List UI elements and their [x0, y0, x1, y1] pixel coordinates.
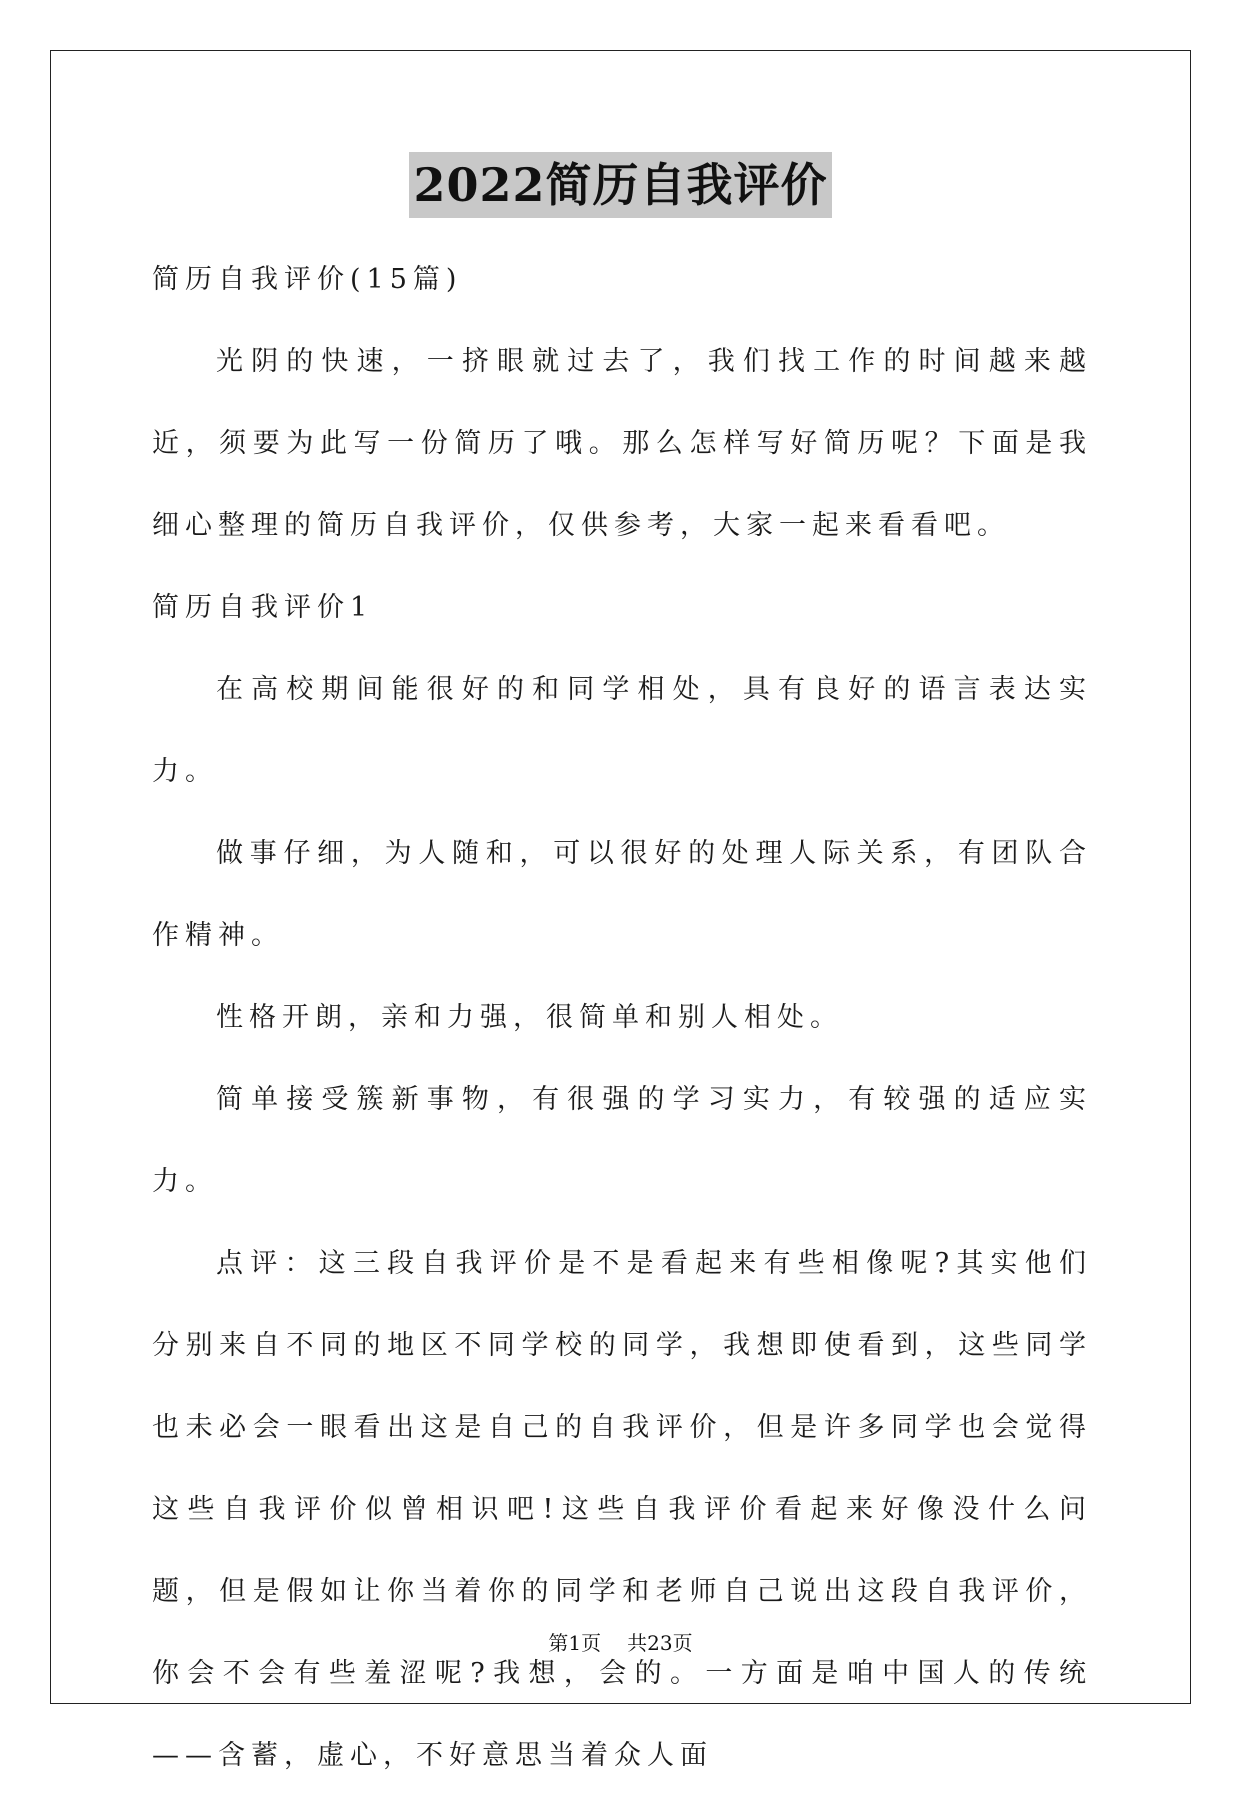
- section-heading: 简历自我评价1: [152, 592, 374, 623]
- paragraph: 在高校期间能很好的和同学相处，具有良好的语言表达实力。: [152, 674, 1092, 787]
- paragraph: 简历自我评价(15篇): [152, 264, 463, 295]
- document-title: 2022简历自我评价: [409, 152, 831, 218]
- page-footer: [0, 1628, 1241, 1658]
- paragraph: 简单接受簇新事物，有很强的学习实力，有较强的适应实力。: [152, 1084, 1092, 1197]
- paragraph: 光阴的快速，一挤眼就过去了，我们找工作的时间越来越近，须要为此写一份简历了哦。那么怎样写好简历呢？下面是我细心整理的简历自我评价，仅供参考，大家一起来看看吧。: [152, 346, 1092, 541]
- page-total: 共23页: [627, 1631, 693, 1655]
- title-container: [0, 152, 1241, 218]
- paragraph: 性格开朗，亲和力强，很简单和别人相处。: [216, 1002, 843, 1033]
- document-body: [152, 239, 1092, 1797]
- paragraph: 做事仔细，为人随和，可以很好的处理人际关系，有团队合作精神。: [152, 838, 1092, 951]
- paragraph: 点评：这三段自我评价是不是看起来有些相像呢?其实他们分别来自不同的地区不同学校的同学，我想即使看到，这些同学也未必会一眼看出这是自己的自我评价，但是许多同学也会觉得这些自我评价似曾相识吧!这些自我评价看起来好像没什么问题，但是假如让你当着你的同学和老师自己说出这段自我评价，你会不会有些羞涩呢?我想，会的。一方面是咱中国人的传统——含蓄，虚心，不好意思当着众人面: [152, 1248, 1092, 1771]
- page-number: 第1页: [548, 1631, 602, 1655]
